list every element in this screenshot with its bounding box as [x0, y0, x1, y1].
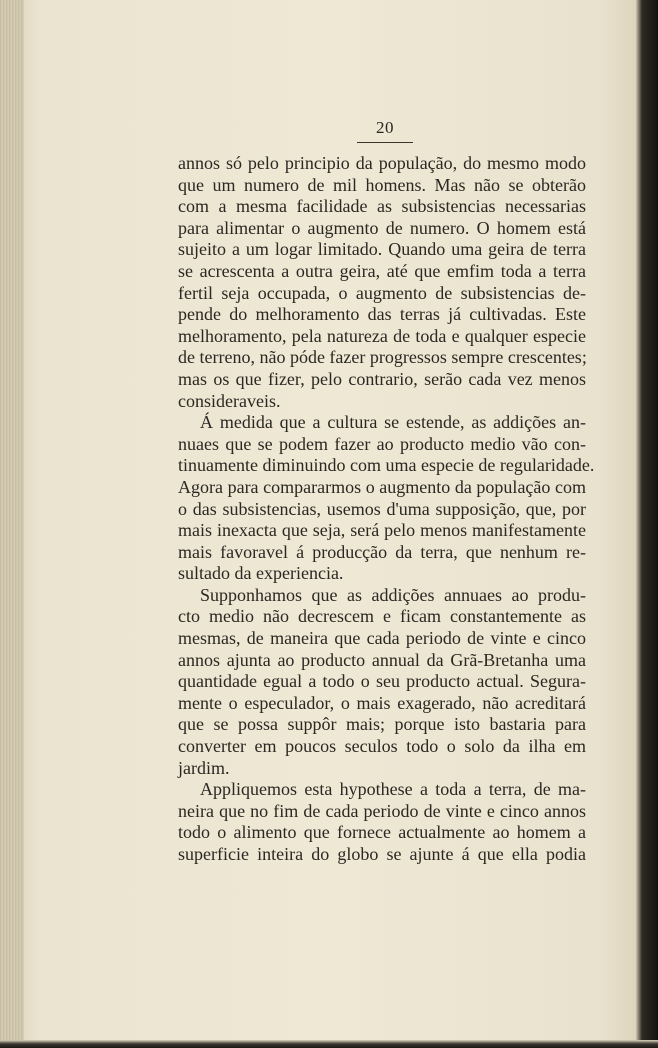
text-line: Supponhamos que as addições annuaes ao produ- [200, 584, 586, 605]
text-line: jardim. [178, 757, 230, 778]
text-line: todo o alimento que fornece actualmente ao homem a [178, 822, 586, 843]
text-line: mais favoravel á producção da terra, que nenhum re- [178, 541, 586, 562]
text-line: annos ajunta ao producto annual da Grã-Bretanha uma [178, 649, 586, 670]
page-bottom-edge [0, 1040, 658, 1048]
text-line: o das subsistencias, usemos d'uma supposição, que, por [178, 498, 586, 519]
text-line: mais inexacta que seja, será pelo menos manifestamente [178, 520, 586, 541]
text-line: de terreno, não póde fazer progressos sempre crescentes; [178, 347, 587, 368]
text-line: cto medio não decrescem e ficam constantemente as [178, 606, 586, 627]
text-line: mente o especulador, o mais exagerado, não acreditará [178, 692, 586, 713]
text-line: mas os que fizer, pelo contrario, serão cada vez menos [178, 368, 586, 389]
text-line: superficie inteira do globo se ajunte á que ella podia [178, 844, 586, 864]
text-line: nuaes que se podem fazer ao producto medio vão con- [178, 433, 586, 454]
text-line: para alimentar o augmento de numero. O homem está [178, 217, 586, 238]
text-line: annos só pelo principio da população, do mesmo modo [178, 153, 586, 173]
page-right-edge [636, 0, 658, 1048]
text-line: que se possa suppôr mais; porque isto bastaria para [178, 714, 586, 735]
text-line: sujeito a um logar limitado. Quando uma geira de terra [178, 239, 586, 260]
page-number: 20 [376, 118, 394, 137]
text-line: sultado da experiencia. [178, 563, 344, 584]
text-line: Agora para compararmos o augmento da população com [178, 476, 586, 497]
text-line: pende do melhoramento das terras já cultivadas. Este [178, 304, 586, 325]
text-line: consideraveis. [178, 390, 281, 411]
page-number-rule [357, 142, 413, 143]
text-line: tinuamente diminuindo com uma especie de regularidade. [178, 455, 595, 476]
text-line: que um numero de mil homens. Mas não se obterão [178, 174, 586, 195]
text-line: converter em poucos seculos todo o solo da ilha em [178, 736, 586, 757]
text-line: mesmas, de maneira que cada periodo de vinte e cinco [178, 628, 586, 649]
text-line: fertil seja occupada, o augmento de subsistencias de- [178, 282, 586, 303]
text-line: quantidade egual a todo o seu producto actual. Segura- [178, 671, 586, 692]
book-binding-edge [0, 0, 24, 1048]
body-text [178, 153, 595, 866]
text-line: Appliquemos esta hypothese a toda a terra, de ma- [200, 779, 586, 800]
text-line: neira que no fim de cada periodo de vinte e cinco annos [178, 800, 586, 821]
text-line: melhoramento, pela natureza de toda e qualquer especie [178, 325, 586, 346]
text-line: Á medida que a cultura se estende, as addições an- [200, 412, 586, 433]
text-line: se acrescenta a outra geira, até que emfim toda a terra [178, 260, 586, 281]
text-line: com a mesma facilidade as subsistencias necessarias [178, 196, 586, 217]
